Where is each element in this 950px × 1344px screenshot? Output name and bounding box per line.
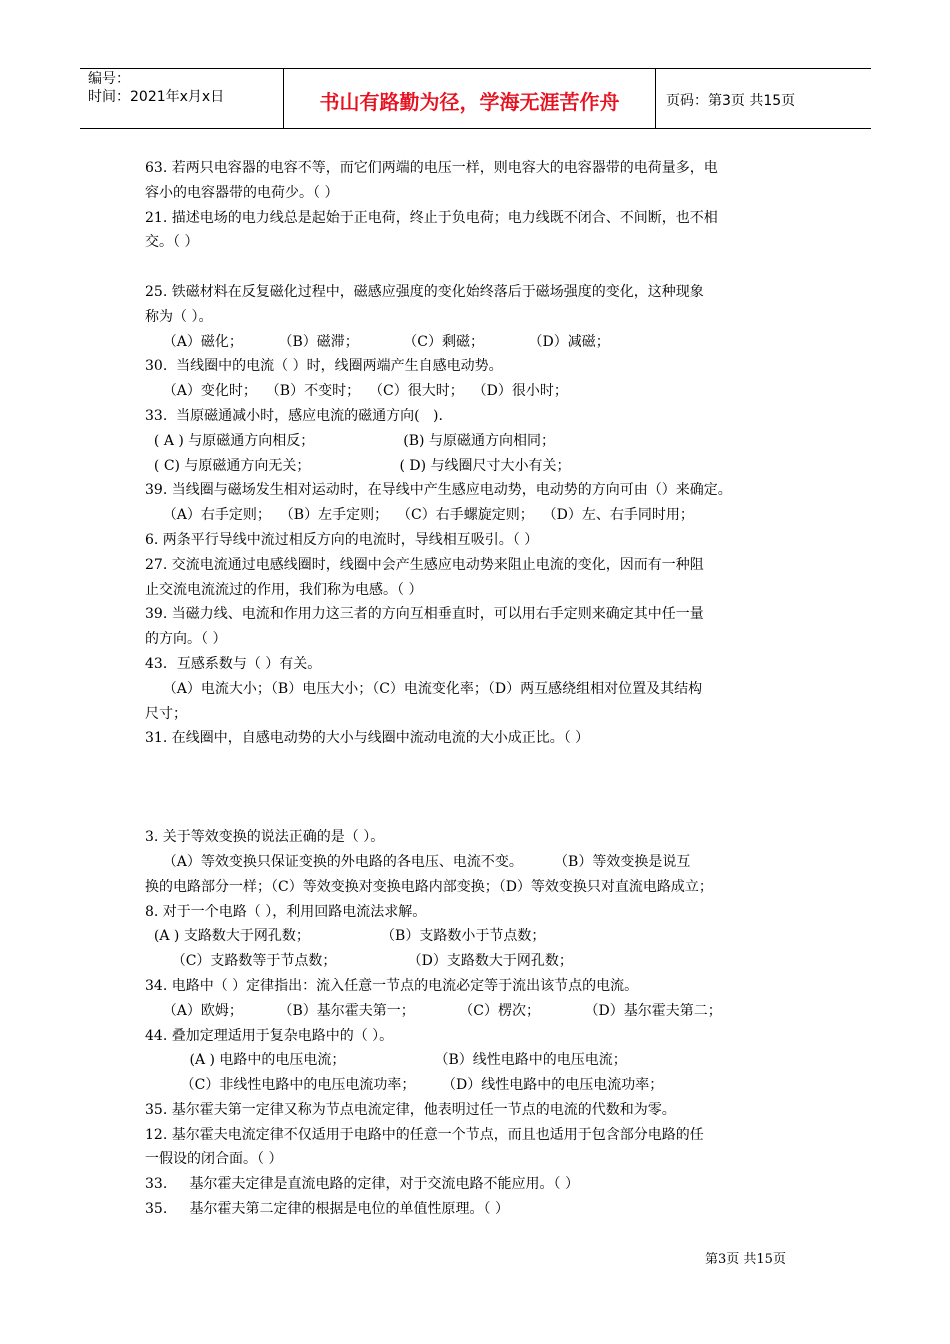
text-line: （A）欧姆； （B）基尔霍夫第一； （C）楞次； （D）基尔霍夫第二；: [145, 1002, 722, 1019]
time-label: 时间：2021年x月x日: [88, 89, 225, 105]
text-line: 换的电路部分一样；（C）等效变换对变换电路内部变换；（D）等效变换只对直流电路成立；: [145, 878, 713, 895]
text-line: （A）电流大小；（B）电压大小；（C）电流变化率；（D）两互感绕组相对位置及其结构: [145, 680, 703, 697]
text-line: 39. 当磁力线、电流和作用力这三者的方向互相垂直时，可以用右手定则来确定其中任一量: [145, 606, 704, 623]
question-block-1: [145, 156, 815, 255]
text-line: 称为（ ）。: [145, 308, 213, 325]
text-line: 25. 铁磁材料在反复磁化过程中，磁感应强度的变化始终落后于磁场强度的变化，这种现象: [145, 283, 704, 300]
text-line: 的方向。（ ）: [145, 631, 227, 648]
text-line: 21. 描述电场的电力线总是起始于正电荷，终止于负电荷；电力线既不闭合、不间断，也不相: [145, 209, 718, 226]
text-line: 容小的电容器带的电荷少。（ ）: [145, 184, 339, 201]
spacer: [145, 255, 815, 280]
text-line: 33. 基尔霍夫定律是直流电路的定律，对于交流电路不能应用。（ ）: [145, 1176, 579, 1193]
text-line: 12. 基尔霍夫电流定律不仅适用于电路中的任意一个节点，而且也适用于包含部分电路的任: [145, 1126, 704, 1143]
header-divider-right: [655, 69, 656, 128]
text-line: 8. 对于一个电路（ ），利用回路电流法求解。: [145, 903, 427, 920]
text-line: 63. 若两只电容器的电容不等，而它们两端的电压一样，则电容大的电容器带的电荷量多，电: [145, 160, 718, 176]
text-line: 44. 叠加定理适用于复杂电路中的（ ）。: [145, 1027, 394, 1044]
text-line: 31. 在线圈中，自感电动势的大小与线圈中流动电流的大小成正比。（ ）: [145, 730, 590, 747]
header-motto: 书山有路勤为径，学海无涯苦作舟: [319, 90, 620, 114]
text-line: （A）变化时； （B）不变时； （C）很大时； （D）很小时；: [145, 383, 568, 400]
text-line: (A ) 支路数大于网孔数； （B）支路数小于节点数；: [145, 928, 546, 945]
text-line: 6. 两条平行导线中流过相反方向的电流时，导线相互吸引。（ ）: [145, 531, 539, 548]
text-line: 39. 当线圈与磁场发生相对运动时，在导线中产生感应电动势，电动势的方向可由（）来确定。: [145, 482, 732, 499]
text-line: 止交流电流流过的作用，我们称为电感。（ ）: [145, 581, 423, 598]
header-top-rule: [80, 68, 871, 69]
document-body: [145, 156, 815, 1222]
text-line: 43．互感系数与（ ）有关。: [145, 655, 322, 672]
text-line: （A）磁化； （B）磁滞； （C）剩磁； （D）减磁；: [145, 333, 610, 350]
serial-label: 编号：: [88, 71, 130, 87]
text-line: 30. 当线圈中的电流（ ）时，线圈两端产生自感电动势。: [145, 358, 503, 375]
text-line: 尺寸；: [145, 705, 187, 722]
text-line: ( C) 与原磁通方向无关； ( D) 与线圈尺寸大小有关；: [145, 457, 571, 474]
text-line: (A ) 电路中的电压电流； （B）线性电路中的电压电流；: [145, 1052, 627, 1069]
header-page-code: 页码：第3页 共15页: [666, 93, 796, 109]
question-block-2: [145, 280, 815, 751]
text-line: 27. 交流电流通过电感线圈时，线圈中会产生感应电动势来阻止电流的变化，因而有一种阻: [145, 556, 704, 573]
page-footer: 第3页 共15页: [705, 1252, 786, 1267]
text-line: 35. 基尔霍夫第一定律又称为节点电流定律，他表明过任一节点的电流的代数和为零。: [145, 1101, 676, 1118]
spacer: [145, 751, 815, 825]
text-line: （A）右手定则； （B）左手定则； （C）右手螺旋定则； （D）左、右手同时用；: [145, 507, 694, 524]
text-line: 3. 关于等效变换的说法正确的是（ ）。: [145, 829, 385, 846]
text-line: 交。（ ）: [145, 234, 199, 251]
text-line: （C）支路数等于节点数； （D）支路数大于网孔数；: [145, 953, 573, 970]
header-bottom-rule: [80, 128, 871, 129]
text-line: 33. 当原磁通减小时，感应电流的磁通方向( ).: [145, 407, 443, 424]
text-line: 34. 电路中（ ）定律指出：流入任意一节点的电流必定等于流出该节点的电流。: [145, 977, 639, 994]
question-block-3: [145, 825, 815, 1222]
header-left-cell: [88, 70, 224, 106]
text-line: ( A ) 与原磁通方向相反； (B) 与原磁通方向相同；: [145, 432, 555, 449]
text-line: 35. 基尔霍夫第二定律的根据是电位的单值性原理。（ ）: [145, 1201, 509, 1218]
text-line: 一假设的闭合面。（ ）: [145, 1151, 283, 1168]
text-line: （A）等效变换只保证变换的外电路的各电压、电流不变。 （B）等效变换是说互: [145, 853, 691, 870]
text-line: （C）非线性电路中的电压电流功率； （D）线性电路中的电压电流功率；: [145, 1077, 664, 1094]
